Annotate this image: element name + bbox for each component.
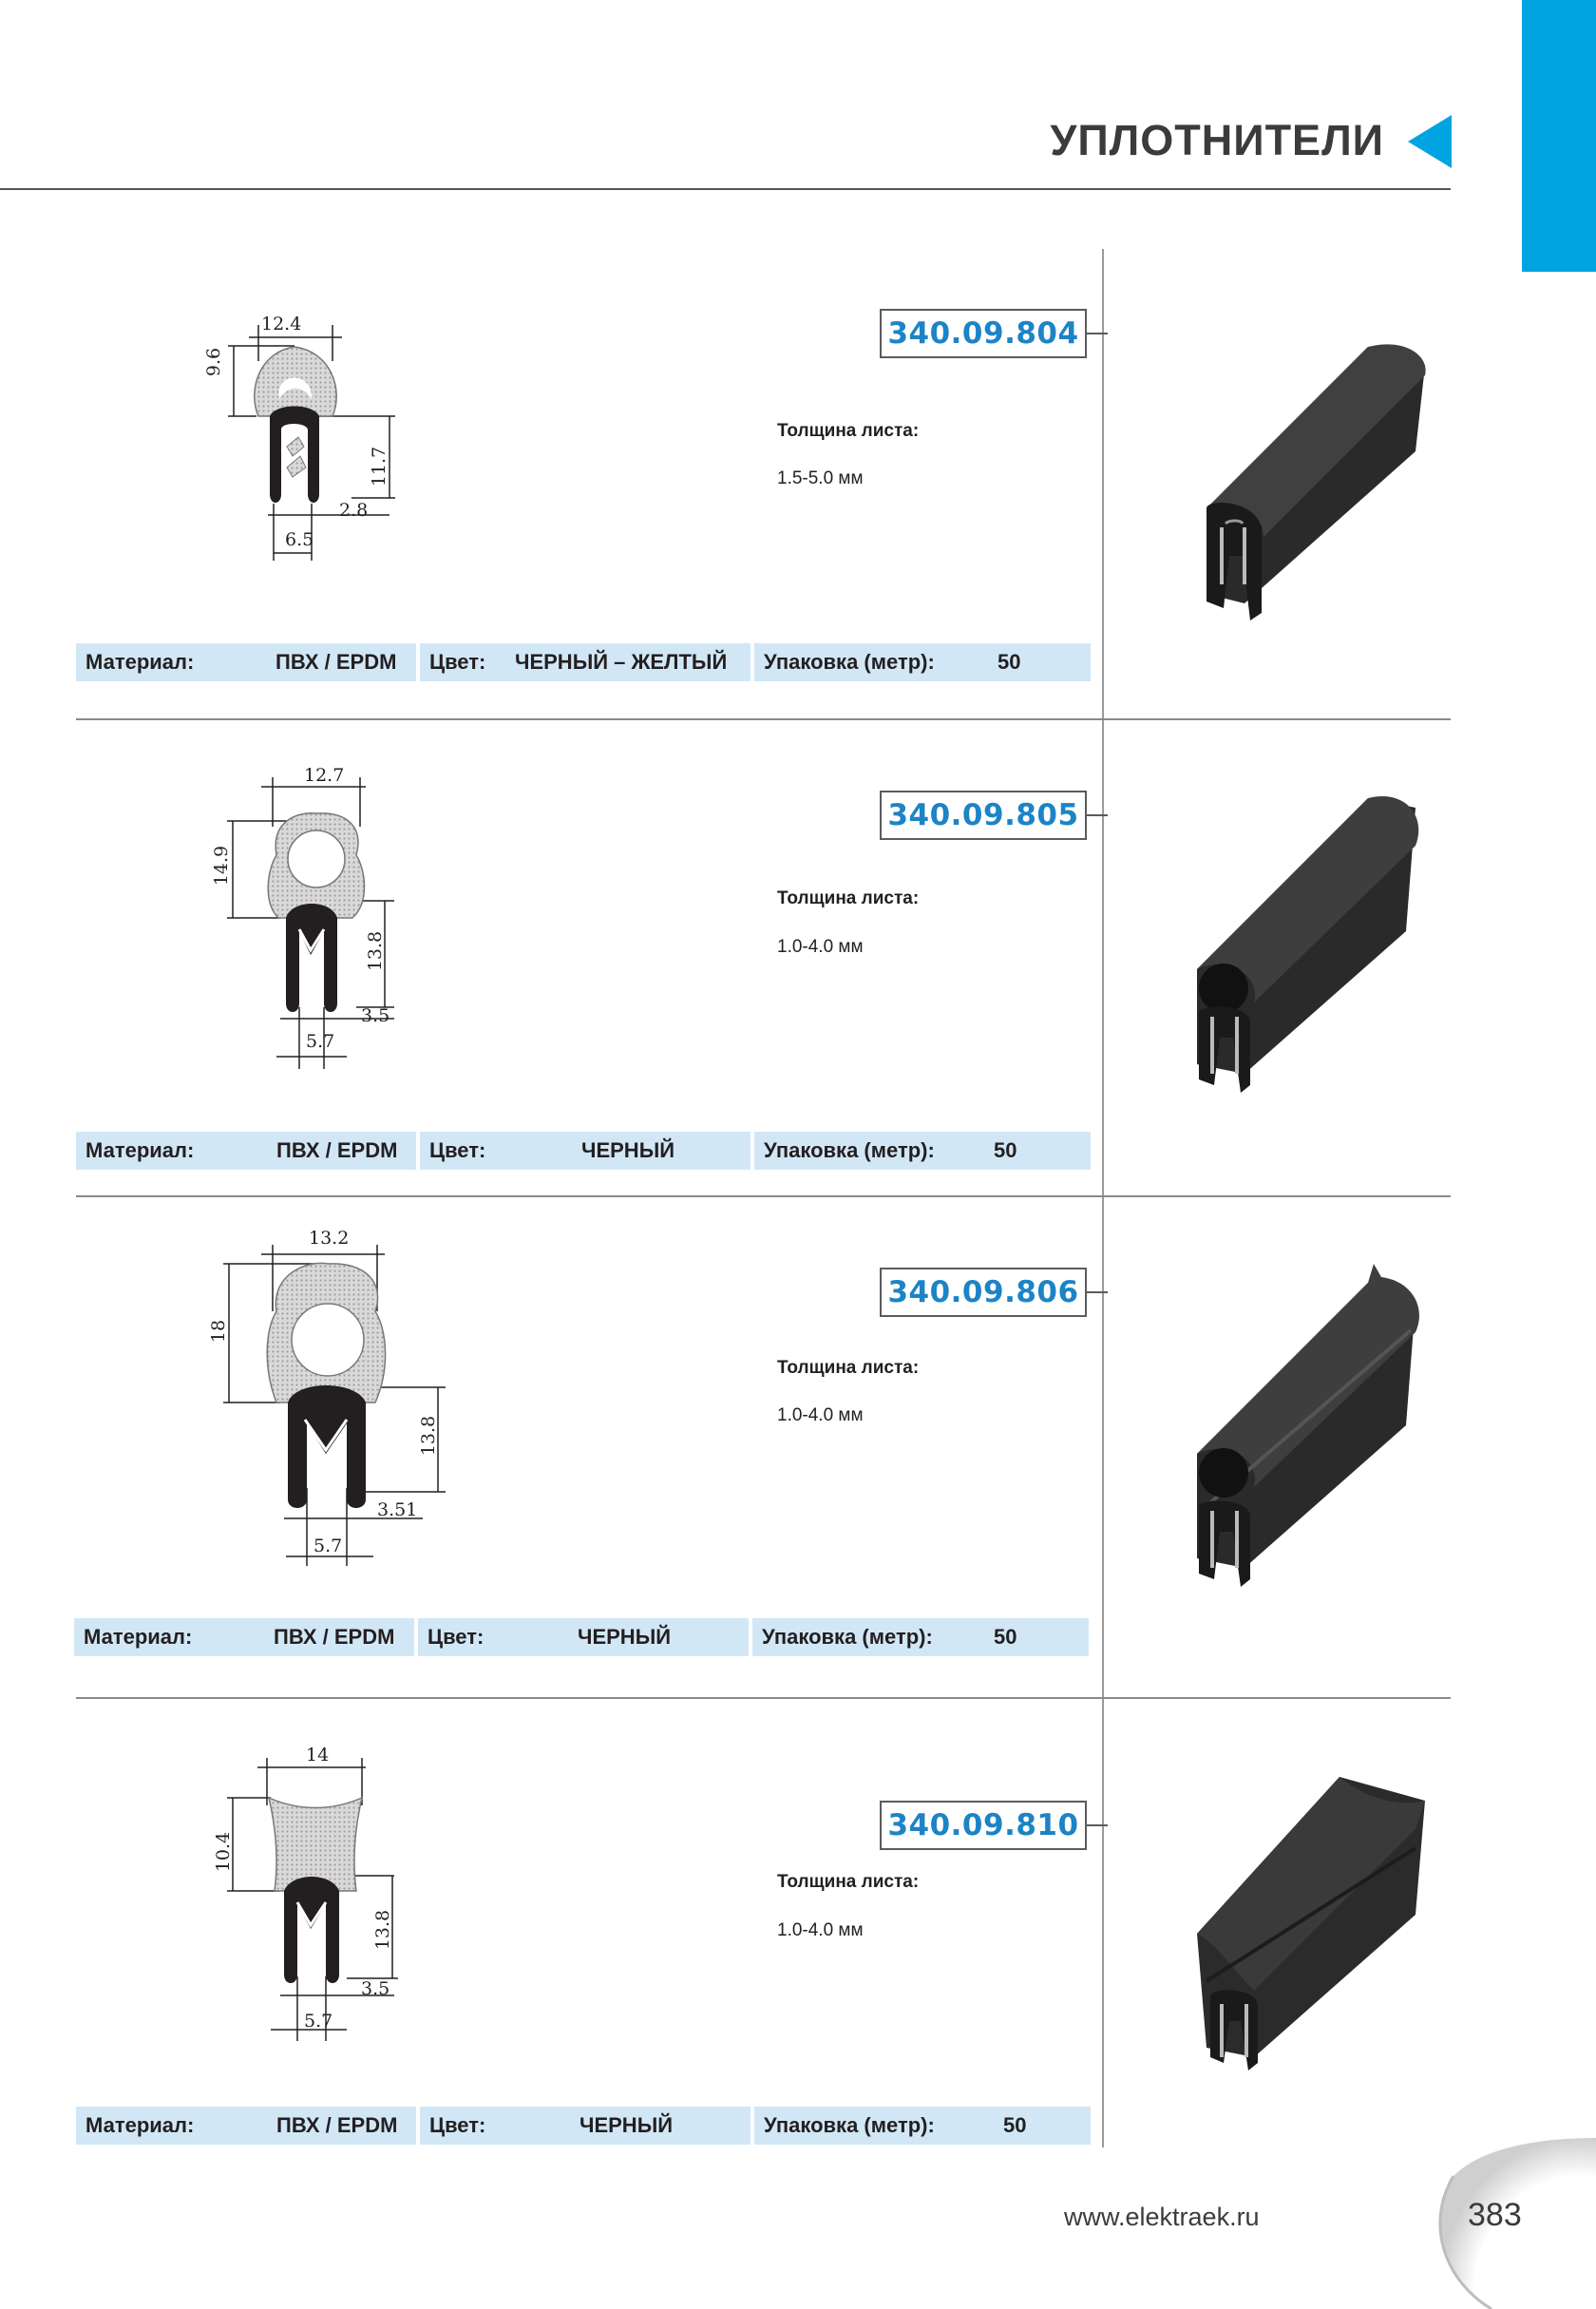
code-connector [1085,333,1108,334]
color-label: Цвет: [429,650,486,674]
pack-label: Упаковка (метр): [764,2113,935,2137]
spec-bar [74,1618,1089,1656]
thickness-label: Толщина листа: [777,1358,920,1378]
section-separator [76,1697,1451,1699]
dim-opening: 3.51 [377,1499,418,1520]
page-number: 383 [1468,2197,1522,2233]
website-url: www.elektraek.ru [1064,2203,1260,2231]
dim-opening: 3.5 [361,1005,390,1026]
dim-channel-height: 13.8 [365,930,387,972]
material-value: ПВХ / EPDM [276,2113,398,2137]
color-cell [418,1618,749,1656]
pack-cell [754,643,1091,681]
dim-width: 13.2 [309,1228,350,1249]
code-connector [1085,1291,1108,1293]
product-photo [1178,1264,1434,1592]
product-photo [1188,337,1434,622]
pack-cell [754,2107,1091,2145]
pack-label: Упаковка (метр): [764,1138,935,1162]
thickness-value: 1.5-5.0 мм [777,468,864,488]
dim-base: 5.7 [306,1031,335,1052]
color-label: Цвет: [428,1625,484,1649]
color-value: ЧЕРНЫЙ [581,1138,675,1162]
dim-height: 14.9 [211,845,233,887]
section-separator [76,718,1451,720]
thickness-value: 1.0-4.0 мм [777,1920,864,1940]
dim-height: 9.6 [203,347,225,377]
spec-bar [76,2107,1091,2145]
color-label: Цвет: [429,2113,486,2137]
material-cell [76,643,416,681]
color-cell [420,643,750,681]
pack-value: 50 [998,650,1021,674]
pack-cell [754,1132,1091,1170]
section-tab [1522,0,1596,272]
color-cell [420,1132,750,1170]
pack-value: 50 [1003,2113,1027,2137]
spec-bar [76,643,1091,681]
material-label: Материал: [86,650,195,674]
material-label: Материал: [86,1138,195,1162]
thickness-value: 1.0-4.0 мм [777,937,864,957]
dim-height: 10.4 [213,1831,235,1873]
material-value: ПВХ / EPDM [276,650,397,674]
pack-label: Упаковка (метр): [762,1625,933,1649]
dim-opening: 2.8 [339,500,369,521]
product-code: 340.09.810 [880,1801,1087,1850]
pack-cell [752,1618,1089,1656]
product-code: 340.09.806 [880,1268,1087,1317]
color-value: ЧЕРНЫЙ [578,1625,672,1649]
profile-drawing [204,760,413,1074]
spec-bar [76,1132,1091,1170]
material-label: Материал: [86,2113,195,2137]
profile-drawing [200,304,418,561]
dim-height: 18 [208,1319,230,1344]
material-cell [76,1132,416,1170]
dim-width: 14 [306,1745,330,1765]
header-rule [0,188,1451,190]
dim-channel-height: 13.8 [418,1415,440,1457]
thickness-label: Толщина листа: [777,1872,920,1892]
section-separator [76,1195,1451,1197]
material-value: ПВХ / EPDM [274,1625,395,1649]
product-code: 340.09.805 [880,791,1087,840]
dim-base: 5.7 [314,1536,343,1556]
dim-width: 12.7 [304,765,345,786]
code-connector [1085,1824,1108,1826]
dim-opening: 3.5 [361,1978,390,1999]
dim-base: 6.5 [285,529,314,550]
column-divider [1102,249,1104,2147]
material-cell [76,2107,416,2145]
product-photo [1188,1772,1434,2076]
code-connector [1085,814,1108,816]
dim-width: 12.4 [261,314,302,334]
color-value: ЧЕРНЫЙ [580,2113,674,2137]
pack-value: 50 [994,1138,1017,1162]
color-cell [420,2107,750,2145]
triangle-marker-icon [1408,115,1452,168]
dim-base: 5.7 [304,2011,333,2032]
color-value: ЧЕРНЫЙ – ЖЕЛТЫЙ [515,650,728,674]
thickness-label: Толщина листа: [777,421,920,441]
pack-value: 50 [994,1625,1017,1649]
material-cell [74,1618,414,1656]
dim-channel-height: 11.7 [369,446,390,487]
product-code: 340.09.804 [880,309,1087,358]
thickness-value: 1.0-4.0 мм [777,1405,864,1425]
color-label: Цвет: [429,1138,486,1162]
dim-channel-height: 13.8 [372,1909,394,1951]
product-photo [1178,789,1434,1102]
pack-label: Упаковка (метр): [764,650,935,674]
material-value: ПВХ / EPDM [276,1138,398,1162]
page-title: УПЛОТНИТЕЛИ [1050,116,1384,164]
material-label: Материал: [84,1625,193,1649]
thickness-label: Толщина листа: [777,888,920,908]
